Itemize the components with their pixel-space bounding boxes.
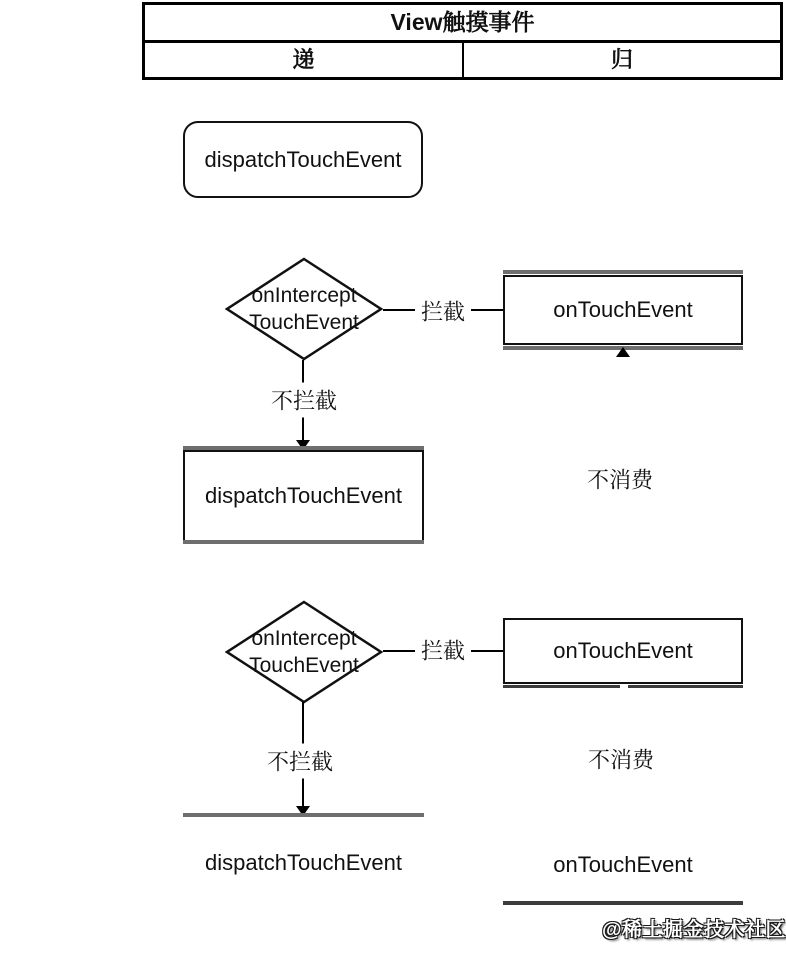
header-columns — [145, 43, 780, 77]
edge-label-intercept-1: 拦截 — [415, 294, 471, 329]
node-on-touch-event-3 — [503, 830, 743, 900]
node-label: onTouchEvent — [553, 852, 693, 877]
node-dispatch-touch-event-1 — [183, 121, 423, 198]
node-dispatch-touch-event-2 — [183, 450, 424, 542]
edge-label-no-consume-2: 不消费 — [582, 742, 660, 777]
header-table — [142, 2, 783, 80]
node-label: onIntercept TouchEvent — [249, 284, 359, 334]
node-label: dispatchTouchEvent — [204, 146, 402, 172]
connector-bar-bottom — [503, 901, 743, 905]
node-label: dispatchTouchEvent — [205, 850, 402, 875]
edge-label-no-intercept-2: 不拦截 — [261, 744, 339, 779]
page-title: View触摸事件 — [145, 5, 780, 43]
edge-label-no-intercept-1: 不拦截 — [265, 383, 343, 418]
node-label: dispatchTouchEvent — [205, 483, 402, 508]
column-label-pass-down: 递 — [292, 47, 315, 72]
connector-bar-bottom — [183, 540, 424, 544]
watermark: @稀土掘金技术社区 — [602, 919, 786, 941]
node-on-touch-event-2 — [503, 618, 743, 684]
arrowhead-up-icon — [616, 347, 630, 357]
connector-bar-bottom — [628, 685, 743, 688]
node-label: onTouchEvent — [553, 638, 693, 663]
column-label-return: 归 — [462, 43, 780, 77]
connector-bar-bottom — [503, 685, 620, 688]
node-label: onTouchEvent — [553, 297, 693, 322]
connector-bar-top — [503, 270, 743, 274]
node-dispatch-touch-event-3 — [183, 817, 424, 909]
edge-label-intercept-2: 拦截 — [415, 633, 471, 668]
edge-label-no-consume-1: 不消费 — [581, 462, 659, 497]
node-label: onIntercept TouchEvent — [249, 627, 359, 677]
node-on-touch-event-1 — [503, 275, 743, 345]
node-on-intercept-touch-event-1 — [225, 257, 383, 361]
node-on-intercept-touch-event-2 — [225, 600, 383, 704]
